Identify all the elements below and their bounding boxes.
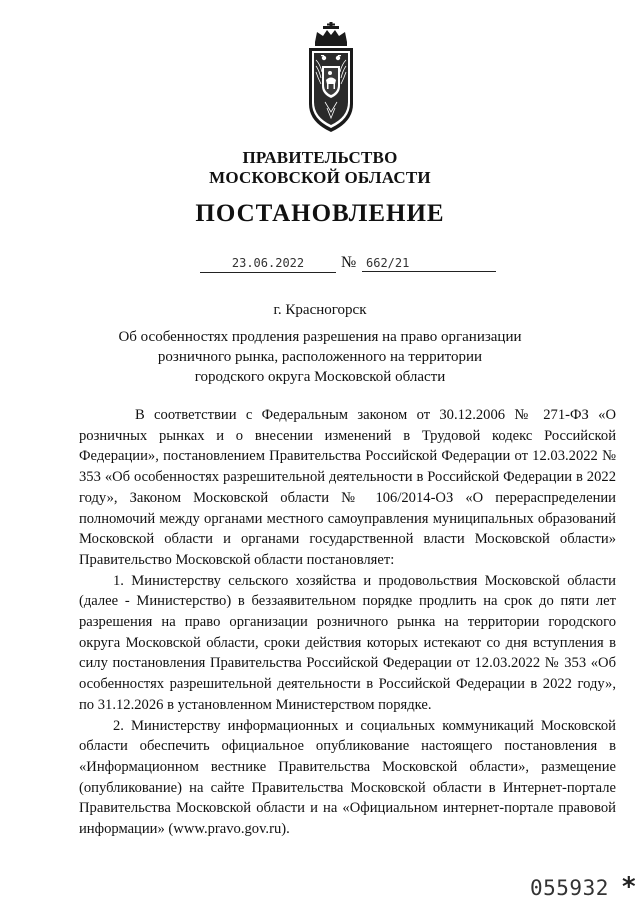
subject-line2: розничного рынка, расположенного на территории — [157, 349, 483, 365]
document-subject — [90, 327, 550, 387]
item-2-paragraph: 2. Министерству информационных и социальных коммуникаций Московской области обеспечить официальное опубликование настоящего постановления в «Информационном вестнике Правительства Московской области», размещение (опубликование) на сайте Правительства Московской области в Интернет-портале Правительства Московской области и на «Официальном интернет-портале правовой информации» (www.pravo.gov.ru). — [79, 717, 616, 838]
document-body — [79, 405, 616, 840]
registration-line — [0, 254, 640, 278]
moscow-region-coat-of-arms-icon — [303, 22, 359, 134]
document-number: 662/21 — [362, 254, 496, 272]
number-sign: № — [341, 254, 357, 271]
government-name-line1: ПРАВИТЕЛЬСТВО — [242, 148, 398, 167]
subject-line1: Об особенностях продления разрешения на право организации — [118, 329, 522, 345]
serial-mark: * — [622, 872, 637, 902]
preamble-paragraph: В соответствии с Федеральным законом от 30.12.2006 № 271-ФЗ «О розничных рынках и о внесении изменений в Трудовой кодекс Российской Федерации», постановлением Правительства Российской Федерации от 12.03.2022 № 353 «Об особенностях разрешительной деятельности в Российской Федерации в 2022 году», Законом Московской области № 106/2014-ОЗ «О перераспределении полномочий между органами местного самоуправления муниципальных образований Московской области и органами государственной власти Московской области» Правительство Московской области постановляет: — [79, 407, 616, 568]
government-name-line2: МОСКОВСКОЙ ОБЛАСТИ — [209, 168, 431, 187]
document-type-title: ПОСТАНОВЛЕНИЕ — [195, 200, 445, 227]
serial-number: 055932 — [530, 876, 609, 900]
document-date: 23.06.2022 — [200, 254, 336, 273]
subject-line3: городского округа Московской области — [194, 369, 446, 385]
item-1-paragraph: 1. Министерству сельского хозяйства и продовольствия Московской области (далее - Министерство) в беззаявительном порядке продлить на срок до пяти лет разрешения на право организации розничного рынка на территории городского округа Московской области, сроки действия которых истекают со дня вступления в силу постановления Правительства Российской Федерации от 12.03.2022 № 353 «Об особенностях разрешительной деятельности в Российской Федерации в 2022 году», по 31.12.2026 в установленном Министерством порядке. — [79, 572, 616, 713]
serial-stamp — [530, 872, 636, 902]
city-of-issue: г. Красногорск — [273, 302, 367, 318]
